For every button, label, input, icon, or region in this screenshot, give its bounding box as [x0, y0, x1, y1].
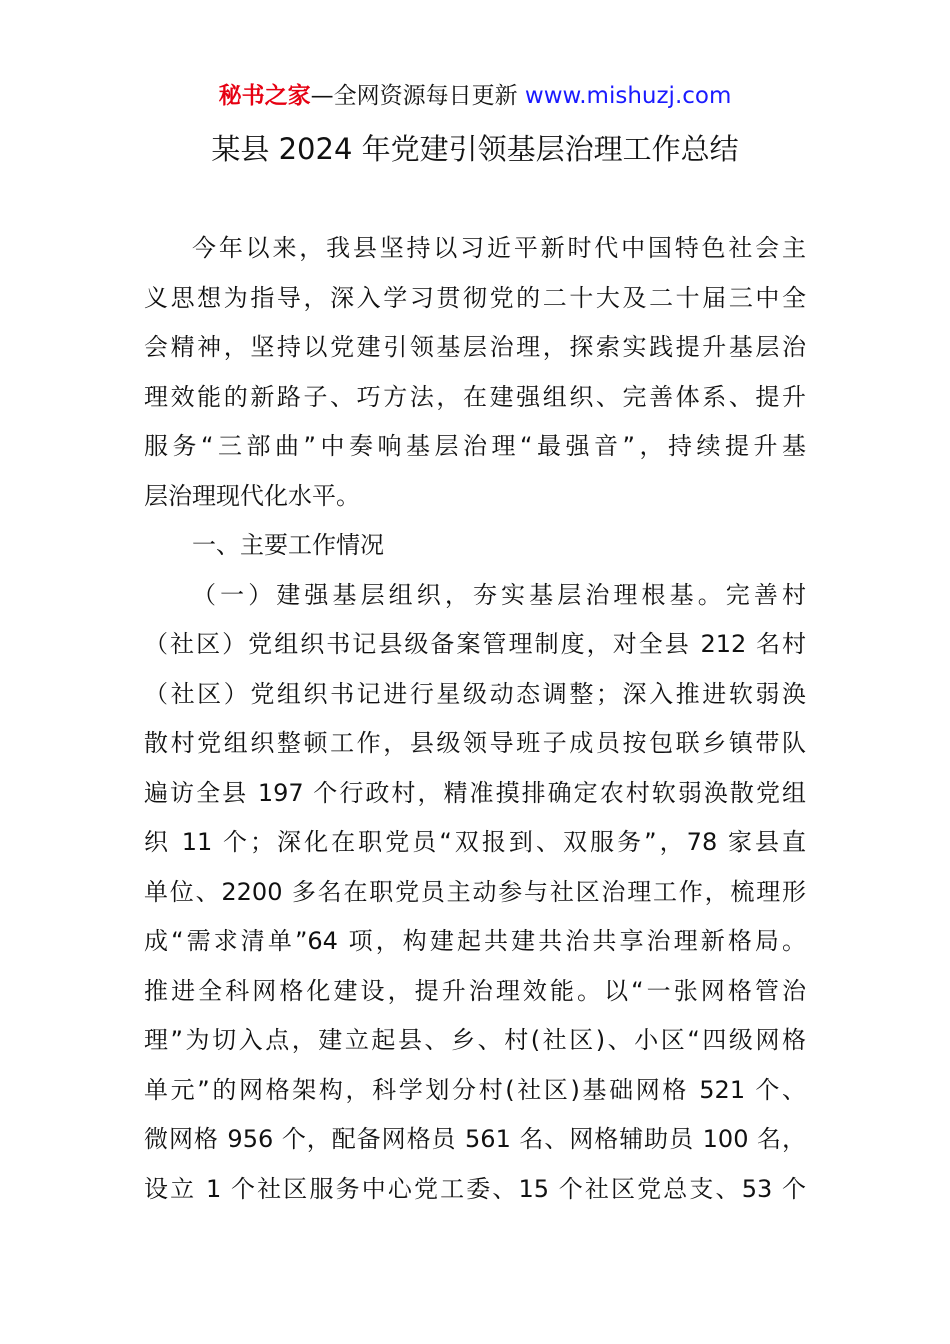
- document-body: [144, 224, 806, 1214]
- header-tagline: —全网资源每日更新: [310, 83, 525, 109]
- section-heading: 一、主要工作情况: [192, 531, 384, 559]
- brand-name: 秘书之家: [218, 83, 311, 109]
- paragraph-line: 义思想为指导，深入学习贯彻党的二十大及二十届三中全: [144, 283, 806, 312]
- paragraph-line: 理效能的新路子、巧方法，在建强组织、完善体系、提升: [144, 382, 806, 411]
- paragraph-line: 设立 1 个社区服务中心党工委、15 个社区党总支、53 个: [144, 1174, 806, 1203]
- paragraph-line: 微网格 956 个，配备网格员 561 名、网格辅助员 100 名，: [144, 1125, 806, 1153]
- paragraph-line: 理”为切入点，建立起县、乡、村(社区)、小区“四级网格: [144, 1026, 806, 1054]
- paragraph-line: （社区）党组织书记进行星级动态调整；深入推进软弱涣: [144, 679, 806, 708]
- paragraph-line: 织 11 个；深化在职党员“双报到、双服务”，78 家县直: [144, 828, 806, 856]
- document-title: 某县 2024 年党建引领基层治理工作总结: [211, 132, 739, 166]
- paragraph-line: 服务“三部曲”中奏响基层治理“最强音”，持续提升基: [144, 432, 806, 460]
- paragraph-line: （社区）党组织书记县级备案管理制度，对全县 212 名村: [144, 630, 806, 658]
- paragraph-line: 会精神，坚持以党建引领基层治理，探索实践提升基层治: [144, 333, 806, 361]
- paragraph-line: 遍访全县 197 个行政村，精准摸排确定农村软弱涣散党组: [144, 778, 806, 807]
- site-header: [0, 80, 950, 112]
- paragraph-line: 推进全科网格化建设，提升治理效能。以“一张网格管治: [144, 976, 806, 1005]
- paragraph-line: 今年以来，我县坚持以习近平新时代中国特色社会主: [192, 234, 806, 262]
- paragraph-line: 单位、2200 多名在职党员主动参与社区治理工作，梳理形: [144, 877, 806, 906]
- paragraph-line: （一）建强基层组织，夯实基层治理根基。完善村: [192, 580, 806, 609]
- paragraph-line: 层治理现代化水平。: [144, 481, 360, 510]
- paragraph-line: 成“需求清单”64 项，构建起共建共治共享治理新格局。: [144, 927, 806, 955]
- site-url-link[interactable]: www.mishuzj.com: [524, 83, 732, 109]
- paragraph-line: 散村党组织整顿工作，县级领导班子成员按包联乡镇带队: [144, 729, 806, 757]
- paragraph-line: 单元”的网格架构，科学划分村(社区)基础网格 521 个、: [144, 1075, 806, 1104]
